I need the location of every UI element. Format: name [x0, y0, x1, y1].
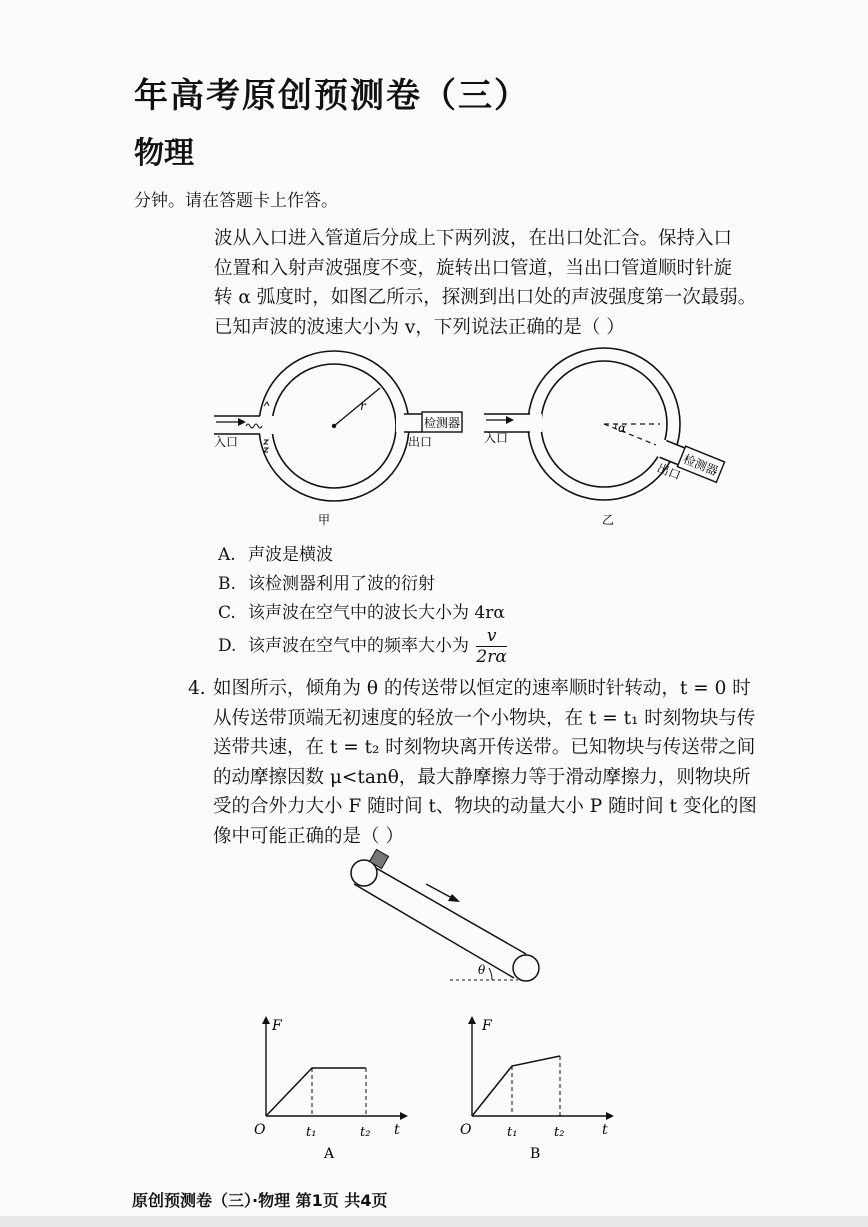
outlet-label: 出口	[655, 460, 683, 483]
y-axis-label: F	[482, 1018, 492, 1034]
detector-label: 检测器	[681, 451, 720, 479]
option-c[interactable]	[218, 598, 505, 623]
option-b[interactable]	[218, 569, 435, 594]
direction-arrow-icon	[448, 894, 460, 902]
graph-caption-a: A	[324, 1146, 335, 1162]
exam-notice: 分钟。请在答题卡上作答。	[134, 191, 338, 211]
option-text: 该声波在空气中的频率大小为	[248, 636, 469, 656]
fraction	[476, 626, 506, 667]
option-label: B.	[218, 574, 236, 594]
subject-title: 物理	[134, 136, 194, 171]
inlet-label: 入口	[484, 431, 509, 445]
question-line: 的动摩擦因数 μ<tanθ，最大静摩擦力等于滑动摩擦力，则物块所	[213, 766, 751, 788]
origin-label: O	[460, 1122, 472, 1138]
option-label: C.	[218, 603, 236, 623]
figure-caption-yi: 乙	[602, 513, 615, 527]
q3-figure	[200, 338, 740, 538]
option-text: 声波是横波	[248, 545, 333, 565]
figure-caption-jia: 甲	[318, 513, 331, 527]
scan-edge	[0, 1216, 868, 1227]
t1-label: t₁	[306, 1125, 317, 1140]
pipe-figure-left	[214, 351, 462, 527]
origin-label: O	[254, 1122, 266, 1138]
option-text: 该声波在空气中的波长大小为 4rα	[248, 603, 505, 623]
question-line: 波从入口进入管道后分成上下两列波，在出口处汇合。保持入口	[214, 228, 733, 249]
graph-b	[452, 1012, 622, 1162]
question-line: 送带共速，在 t = t₂ 时刻物块离开传送带。已知物块与传送带之间	[213, 737, 756, 758]
question-4-number: 4.	[188, 678, 206, 699]
t2-label: t₂	[360, 1125, 371, 1140]
question-line: 像中可能正确的是（ ）	[213, 825, 404, 847]
question-4-stem	[213, 674, 757, 851]
option-label: D.	[218, 636, 237, 656]
option-label: A.	[218, 545, 236, 565]
conveyor-belt-figure	[340, 846, 550, 986]
radius-label: r	[360, 399, 366, 413]
angle-label: α	[618, 421, 627, 435]
t2-label: t₂	[554, 1125, 565, 1140]
x-axis-label: t	[602, 1122, 608, 1138]
pipe-figure-right	[484, 348, 725, 527]
graph-a	[246, 1012, 416, 1162]
y-axis-label: F	[272, 1018, 282, 1034]
x-axis-label: t	[394, 1122, 400, 1138]
question-line: 如图所示，倾角为 θ 的传送带以恒定的速率顺时针转动，t = 0 时	[213, 678, 751, 699]
inlet-label: 入口	[214, 435, 239, 449]
question-line: 转 α 弧度时，如图乙所示，探测到出口处的声波强度第一次最弱。	[214, 287, 757, 308]
option-a[interactable]	[218, 540, 333, 565]
question-3-stem	[214, 224, 756, 342]
exam-title: 年高考原创预测卷（三）	[134, 76, 530, 116]
question-line: 从传送带顶端无初速度的轻放一个小物块，在 t = t₁ 时刻物块与传	[213, 707, 756, 729]
graph-caption-b: B	[530, 1146, 541, 1162]
question-line: 受的合外力大小 F 随时间 t、物块的动量大小 P 随时间 t 变化的图	[213, 796, 757, 817]
bottom-roller	[513, 955, 539, 981]
outlet-label: 出口	[408, 435, 433, 449]
option-d[interactable]	[218, 626, 507, 667]
detector-label: 检测器	[423, 416, 461, 430]
fraction-numerator: v	[476, 626, 506, 647]
question-line: 位置和入射声波强度不变，旋转出口管道，当出口管道顺时针旋	[214, 257, 733, 279]
t1-label: t₁	[507, 1125, 518, 1140]
belt-angle-label: θ	[478, 963, 486, 977]
option-text: 该检测器利用了波的衍射	[248, 574, 435, 594]
page-footer: 原创预测卷（三）·物理 第1页 共4页	[132, 1191, 388, 1210]
question-line: 已知声波的波速大小为 v，下列说法正确的是（ ）	[214, 316, 625, 338]
fraction-denominator: 2rα	[476, 647, 507, 667]
